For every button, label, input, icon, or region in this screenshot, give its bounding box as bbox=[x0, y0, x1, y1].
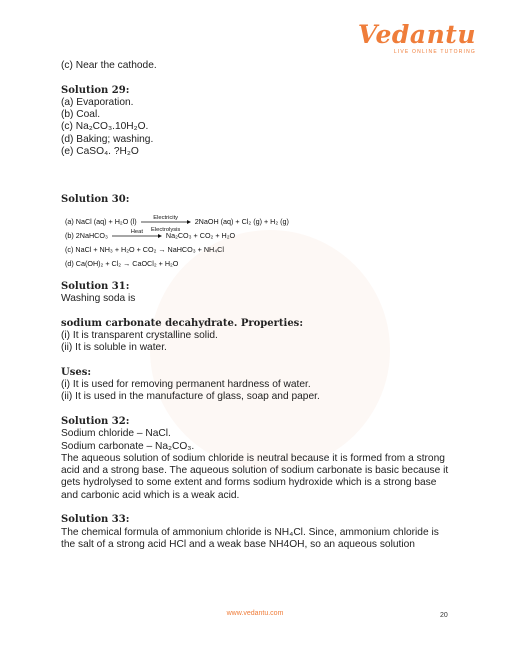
text-line: (ii) It is used in the manufacture of glass, soap and paper. bbox=[61, 391, 320, 403]
page-number: 20 bbox=[440, 612, 448, 619]
equation-b bbox=[65, 229, 453, 243]
solution-29-heading: Solution 29: bbox=[61, 84, 130, 96]
solution-32-heading: Solution 32: bbox=[61, 415, 130, 427]
arrow-label-over: Electricity bbox=[153, 214, 179, 221]
text-line: (c) Na₂CO₃.10H₂O. bbox=[61, 121, 149, 133]
arrow-label-over: Heat bbox=[130, 228, 143, 235]
equation-a-reactants: (a) NaCl (aq) + H₂O (l) bbox=[65, 216, 137, 226]
text-line: Sodium chloride – NaCl. bbox=[61, 428, 171, 440]
text-line: (c) Near the cathode. bbox=[61, 60, 157, 71]
logo-tagline: LIVE ONLINE TUTORING bbox=[393, 49, 476, 55]
text-line: (ii) It is soluble in water. bbox=[61, 342, 167, 354]
equation-b-products: Na₂CO₃ + CO₂ + H₂O bbox=[165, 230, 236, 240]
document-body bbox=[61, 60, 453, 551]
solution-33-heading: Solution 33: bbox=[61, 514, 130, 526]
paragraph: The aqueous solution of sodium chloride is neutral because it is formed from a strong acid and a strong base. The aqueous solution of sodium carbonate is basic because it gets hydrolysed to some extent and forms sodium hydroxide which is a strong base and carbonic acid which is a weak acid. bbox=[61, 452, 449, 501]
solution-31-heading: Solution 31: bbox=[61, 280, 130, 292]
paragraph: The chemical formula of ammonium chloride is NH₄Cl. Since, ammonium chloride is the salt of a strong acid HCl and a weak base NH4OH, so an aqueous solution bbox=[61, 526, 439, 550]
arrow-label-under: Electrolysis bbox=[151, 226, 181, 233]
text-line: (d) Baking; washing. bbox=[61, 133, 154, 145]
text-line: (i) It is used for removing permanent hardness of water. bbox=[61, 379, 311, 391]
solution-30-heading: Solution 30: bbox=[61, 194, 130, 206]
equation-d: (d) Ca(OH)₂ + Cl₂ → CaOCl₂ + H₂O bbox=[65, 258, 179, 268]
text-line: (e) CaSO₄. ?H₂O bbox=[61, 146, 139, 158]
footer-link[interactable]: www.vedantu.com bbox=[226, 610, 284, 617]
text-line: (b) Coal. bbox=[61, 109, 101, 121]
text-line: (a) Evaporation. bbox=[61, 96, 134, 108]
properties-heading: sodium carbonate decahydrate. Properties: bbox=[61, 317, 304, 329]
text-line: Washing soda is bbox=[61, 292, 136, 304]
uses-heading: Uses: bbox=[61, 366, 92, 378]
equation-a-products: 2NaOH (aq) + Cl₂ (g) + H₂ (g) bbox=[194, 216, 289, 226]
equation-c: (c) NaCl + NH₃ + H₂O + CO₂ → NaHCO₃ + NH₄Cl bbox=[65, 244, 224, 254]
reaction-arrow bbox=[112, 228, 162, 241]
equation-b-reactants: (b) 2NaHCO₃ bbox=[65, 230, 108, 240]
vedantu-logo[interactable] bbox=[358, 22, 476, 55]
equations-block bbox=[65, 215, 453, 271]
text-line: (i) It is transparent crystalline solid. bbox=[61, 329, 218, 341]
text-line: Sodium carbonate – Na₂CO₃. bbox=[61, 440, 195, 452]
logo-wordmark: Vedantu bbox=[357, 20, 476, 49]
